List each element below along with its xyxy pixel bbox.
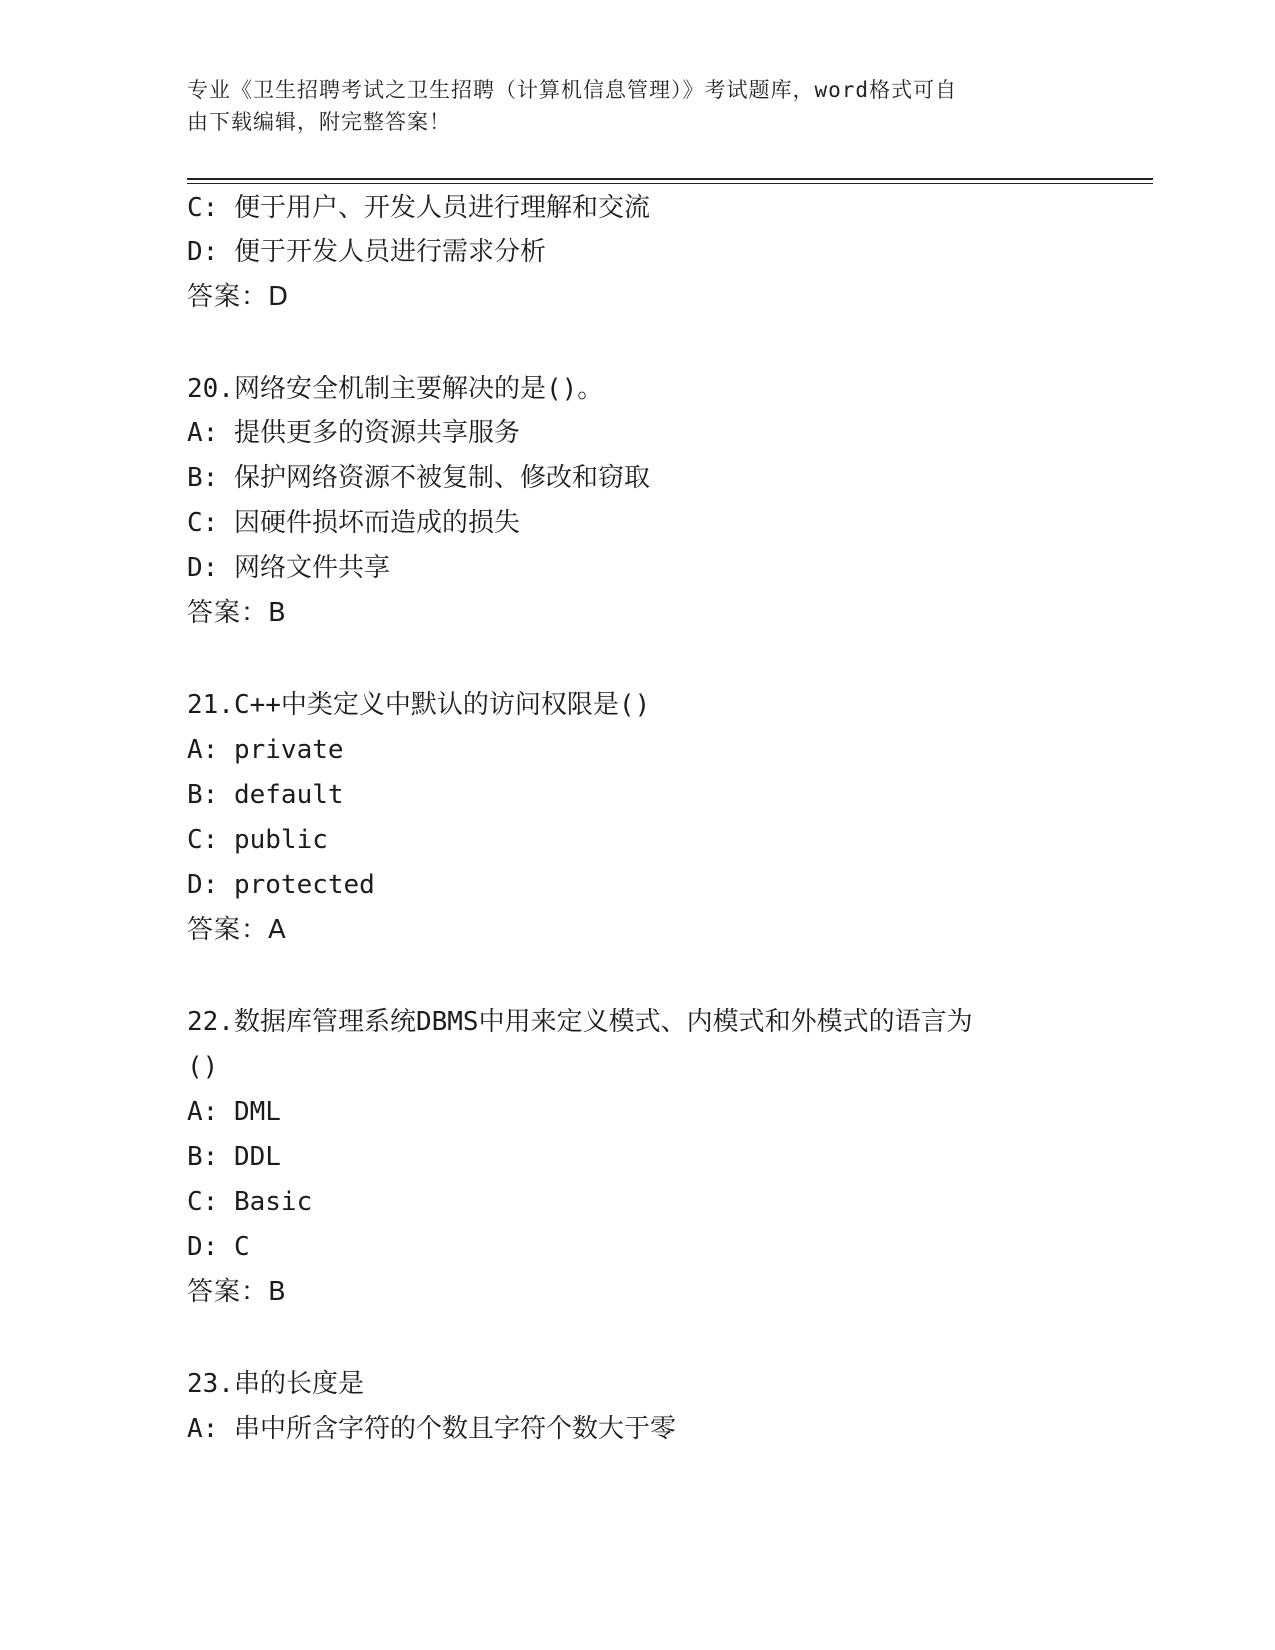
q22-option-b: B: DDL [187, 1142, 281, 1172]
header-divider-thin [187, 183, 1153, 184]
header-divider-thick [187, 178, 1153, 180]
q21-option-d: D: protected [187, 870, 375, 900]
q22-option-a: A: DML [187, 1097, 281, 1127]
q20-option-a: A: 提供更多的资源共享服务 [187, 418, 520, 448]
q21-stem: 21.C++中类定义中默认的访问权限是() [187, 690, 651, 720]
q20-stem: 20.网络安全机制主要解决的是()。 [187, 374, 604, 404]
q22-answer: 答案：B [187, 1277, 287, 1307]
q23-stem: 23.串的长度是 [187, 1369, 364, 1399]
q21-answer: 答案：A [187, 915, 287, 945]
q21-option-b: B: default [187, 780, 344, 810]
q22-stem-line-1: 22.数据库管理系统DBMS中用来定义模式、内模式和外模式的语言为 [187, 1007, 973, 1037]
header-line-1: 专业《卫生招聘考试之卫生招聘（计算机信息管理）》考试题库，word格式可自 [187, 78, 958, 102]
header-line-2: 由下载编辑，附完整答案！ [187, 110, 451, 134]
q20-option-c: C: 因硬件损坏而造成的损失 [187, 508, 520, 538]
q20-option-b: B: 保护网络资源不被复制、修改和窃取 [187, 463, 650, 493]
q20-answer: 答案：B [187, 598, 287, 628]
q22-stem-line-2: () [187, 1052, 219, 1082]
prev-option-c: C: 便于用户、开发人员进行理解和交流 [187, 193, 650, 223]
prev-answer: 答案：D [187, 282, 290, 312]
q21-option-c: C: public [187, 825, 328, 855]
q21-option-a: A: private [187, 735, 344, 765]
prev-option-d: D: 便于开发人员进行需求分析 [187, 237, 546, 267]
q20-option-d: D: 网络文件共享 [187, 553, 390, 583]
q22-option-c: C: Basic [187, 1187, 313, 1217]
q23-option-a: A: 串中所含字符的个数且字符个数大于零 [187, 1414, 676, 1444]
q22-option-d: D: C [187, 1232, 250, 1262]
document-header [187, 74, 1067, 138]
